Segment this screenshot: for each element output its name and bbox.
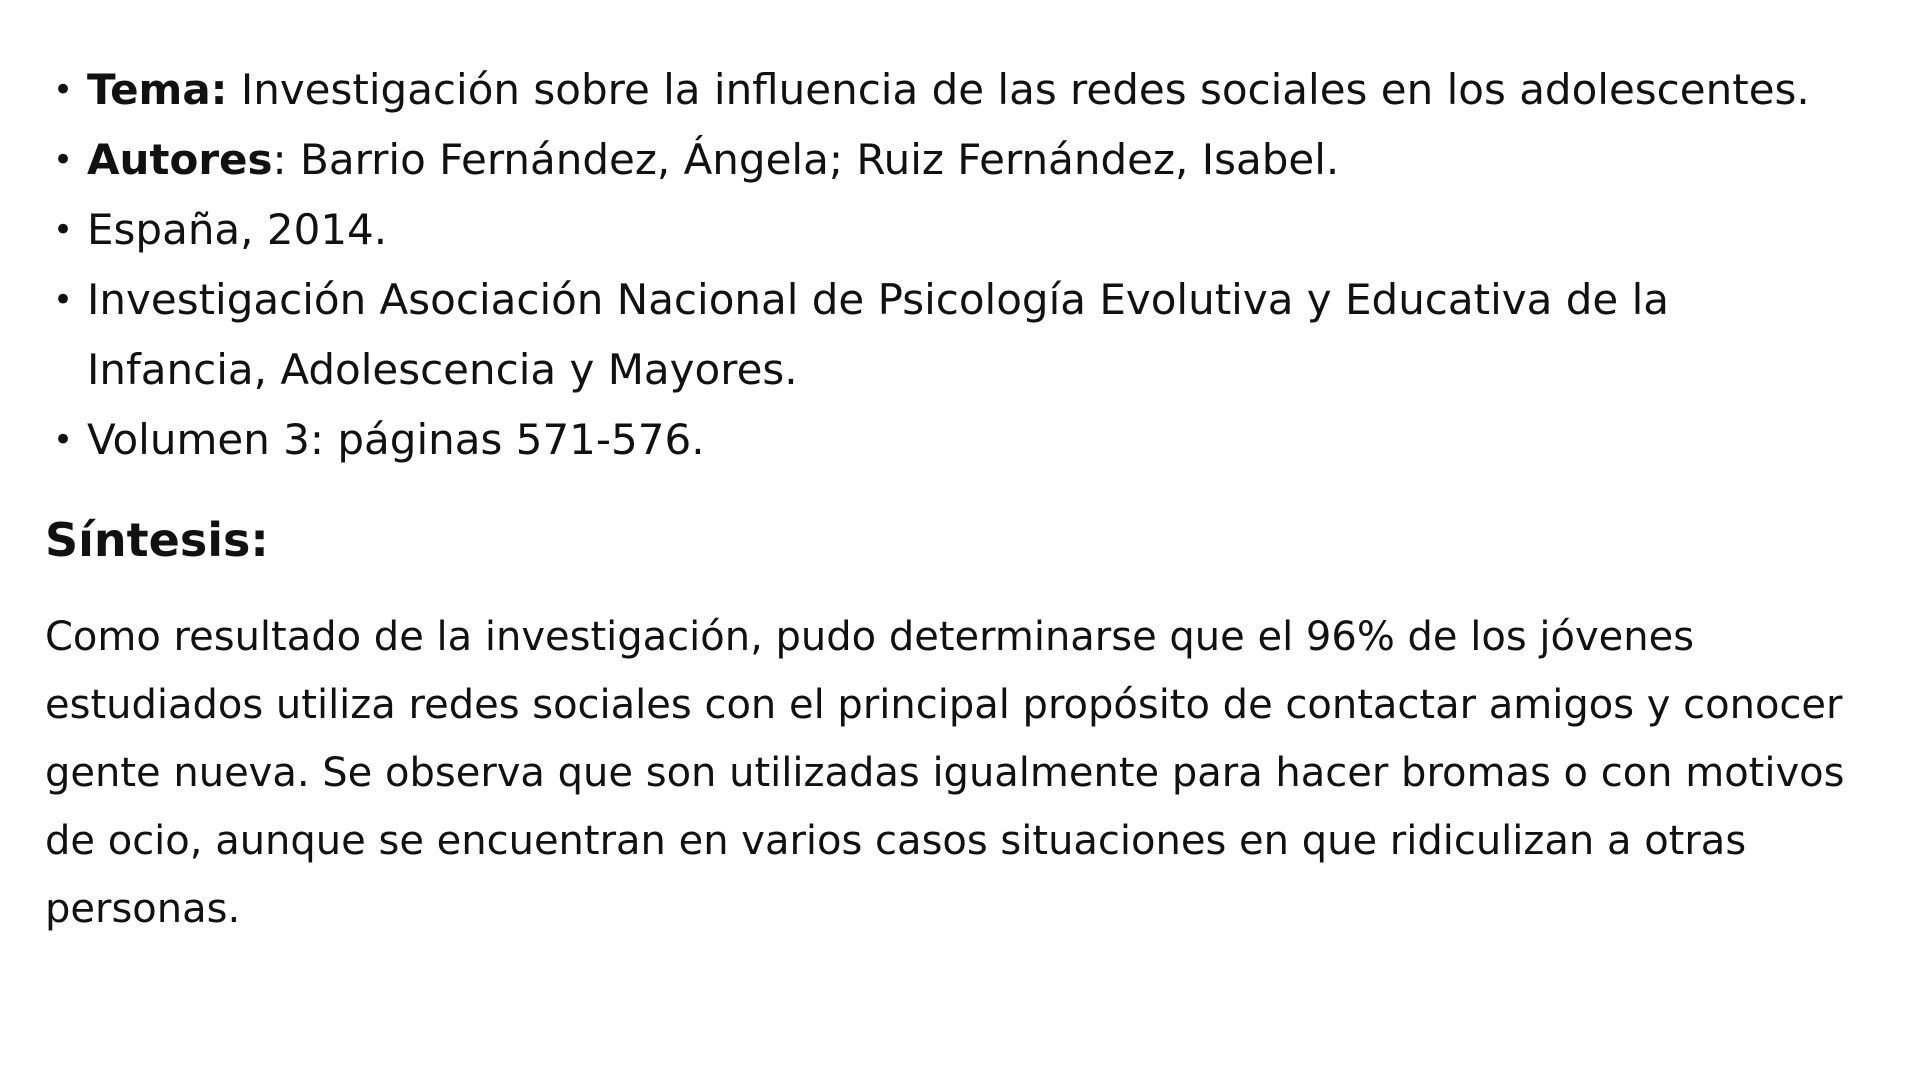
bullet-icon: • bbox=[53, 140, 74, 180]
list-item-autores bbox=[45, 125, 1847, 195]
pais-fecha-text: España, 2014. bbox=[87, 205, 388, 254]
reference-list bbox=[45, 55, 1885, 475]
bullet-icon: • bbox=[53, 70, 74, 110]
bullet-icon: • bbox=[53, 280, 74, 320]
list-item-pais-fecha bbox=[45, 195, 1847, 265]
list-item-volumen bbox=[45, 405, 1847, 475]
sintesis-paragraph: Como resultado de la investigación, pudo determinarse que el 96% de los jóvenes estudiados utiliza redes sociales con el principal propósito de contactar amigos y conocer gente nueva. Se observa que son utilizadas igualmente para hacer bromas o con motivos de ocio, aunque se encuentran en varios casos situaciones en que ridiculizan a otras personas. bbox=[45, 614, 1845, 932]
autores-text: : Barrio Fernández, Ángela; Ruiz Fernández, Isabel. bbox=[272, 135, 1340, 184]
bullet-icon: • bbox=[53, 210, 74, 250]
list-item-publicacion bbox=[45, 265, 1847, 405]
sintesis-heading: Síntesis: bbox=[45, 513, 269, 567]
autores-label: Autores bbox=[87, 135, 273, 184]
tema-label: Tema: bbox=[87, 65, 228, 114]
publicacion-text: Investigación Asociación Nacional de Psicología Evolutiva y Educativa de la Infancia, Adolescencia y Mayores. bbox=[87, 275, 1669, 394]
document-page bbox=[45, 55, 1885, 943]
tema-text: Investigación sobre la influencia de las redes sociales en los adolescentes. bbox=[227, 65, 1810, 114]
list-item-tema bbox=[45, 55, 1847, 125]
volumen-text: Volumen 3: páginas 571-576. bbox=[87, 415, 705, 464]
bullet-icon: • bbox=[53, 420, 74, 460]
